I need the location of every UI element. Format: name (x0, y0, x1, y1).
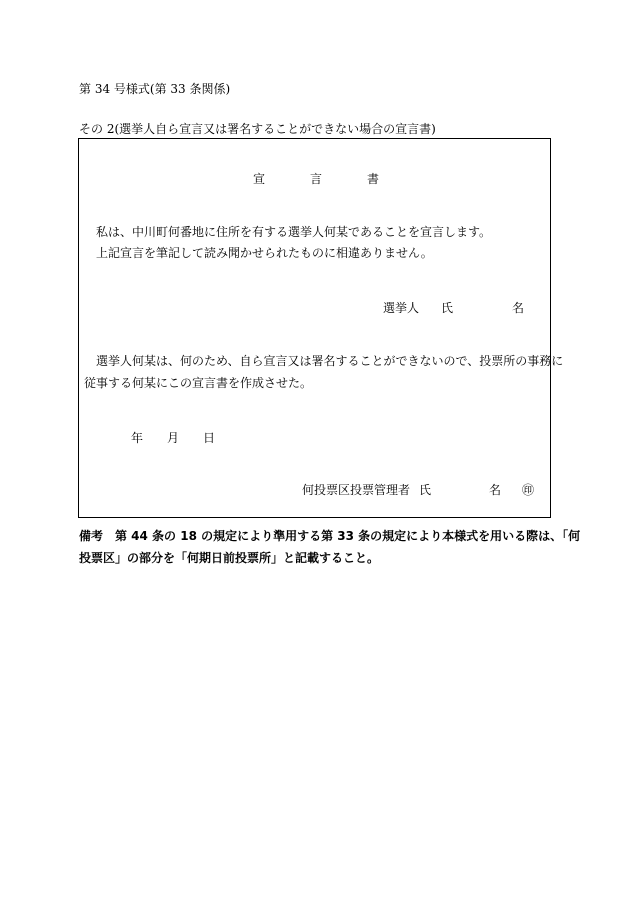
proxy-statement-line-1: 選挙人何某は、何のため、自ら宣言又は署名することができないので、投票所の事務に (96, 354, 564, 368)
polling-manager-label: 何投票区投票管理者 (302, 483, 411, 497)
remarks-line-2: 投票区」の部分を「何期日前投票所」と記載すること。 (79, 551, 380, 565)
remarks-line-1: 備考 第 44 条の 18 の規定により準用する第 33 条の規定により本様式を用いる際は、「何 (79, 529, 581, 543)
manager-name-label-2: 名 (489, 483, 502, 497)
date-year-label: 年 (131, 431, 144, 445)
declaration-line-1: 私は、中川町何番地に住所を有する選挙人何某であることを宣言します。 (96, 225, 492, 239)
document-title-char-2: 言 (310, 172, 323, 186)
elector-name-label-2: 名 (512, 301, 525, 315)
manager-name-label-1: 氏 (419, 483, 432, 497)
document-title-char-1: 宣 (253, 172, 266, 186)
declaration-form-box (78, 138, 551, 518)
date-month-label: 月 (167, 431, 180, 445)
declaration-line-2: 上記宣言を筆記して読み聞かせられたものに相違ありません。 (96, 246, 433, 260)
form-number: 第 34 号様式(第 33 条関係) (79, 82, 231, 96)
elector-name-label-1: 氏 (441, 301, 454, 315)
form-subtitle: その 2(選挙人自ら宣言又は署名することができない場合の宣言書) (79, 122, 436, 136)
proxy-statement-line-2: 従事する何某にこの宣言書を作成させた。 (84, 376, 313, 390)
document-title-char-3: 書 (367, 172, 380, 186)
elector-label: 選挙人 (383, 301, 420, 315)
date-day-label: 日 (203, 431, 216, 445)
seal-mark: ㊞ (522, 483, 535, 497)
